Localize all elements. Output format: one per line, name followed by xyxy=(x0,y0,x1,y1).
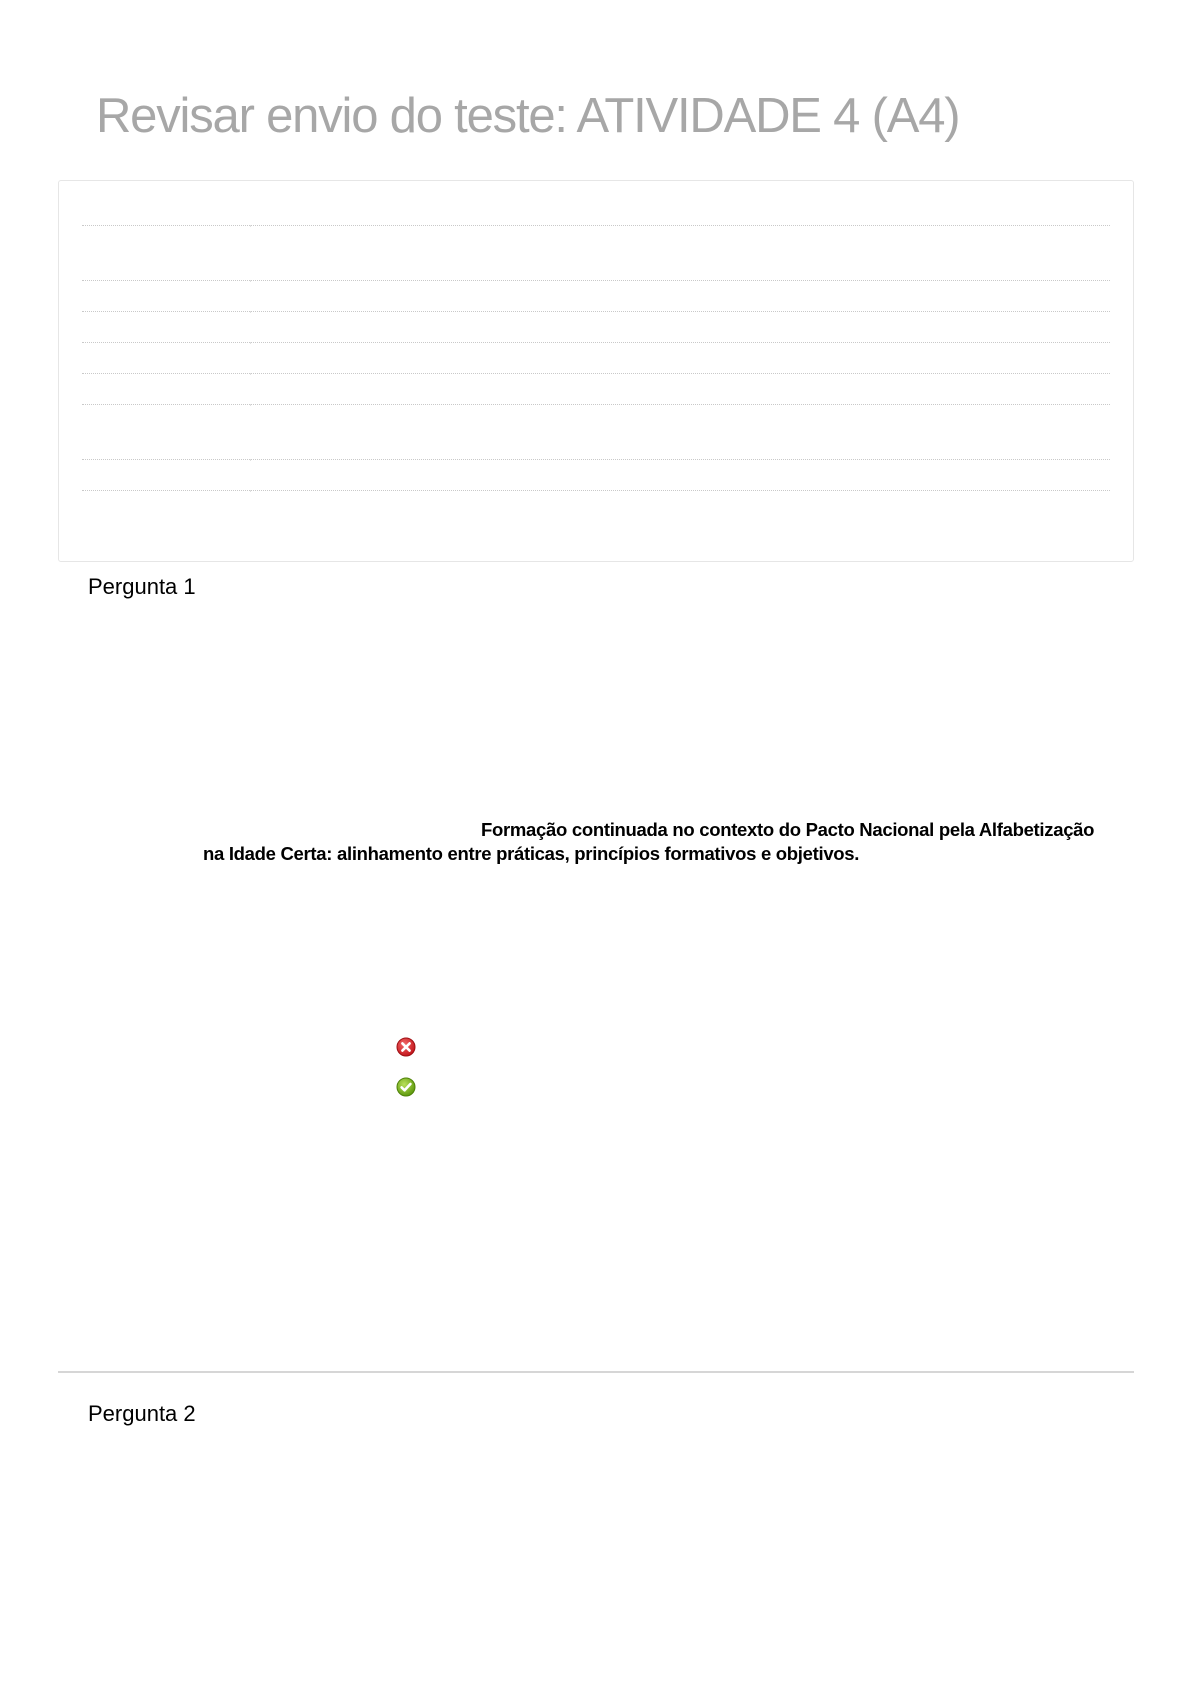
details-row xyxy=(82,490,1110,491)
incorrect-icon xyxy=(396,1037,416,1057)
question-1-heading: Pergunta 1 xyxy=(88,574,196,599)
details-row xyxy=(82,373,1110,374)
question-divider xyxy=(58,1371,1134,1373)
details-row xyxy=(82,404,1110,405)
answer-option-text: Formação continuada no contexto do Pacto Nacional pela Alfabetização na Idade Certa: alinhamento entre práticas, princípios formativos e objetivos. xyxy=(203,819,1095,864)
question-2-heading: Pergunta 2 xyxy=(88,1401,196,1426)
details-row xyxy=(82,225,1110,226)
submission-details-panel xyxy=(58,180,1134,562)
details-row xyxy=(82,280,1110,281)
page-title: Revisar envio do teste: ATIVIDADE 4 (A4) xyxy=(96,89,960,143)
details-row xyxy=(82,459,1110,460)
details-row xyxy=(82,342,1110,343)
details-row xyxy=(82,311,1110,312)
correct-icon xyxy=(396,1077,416,1097)
